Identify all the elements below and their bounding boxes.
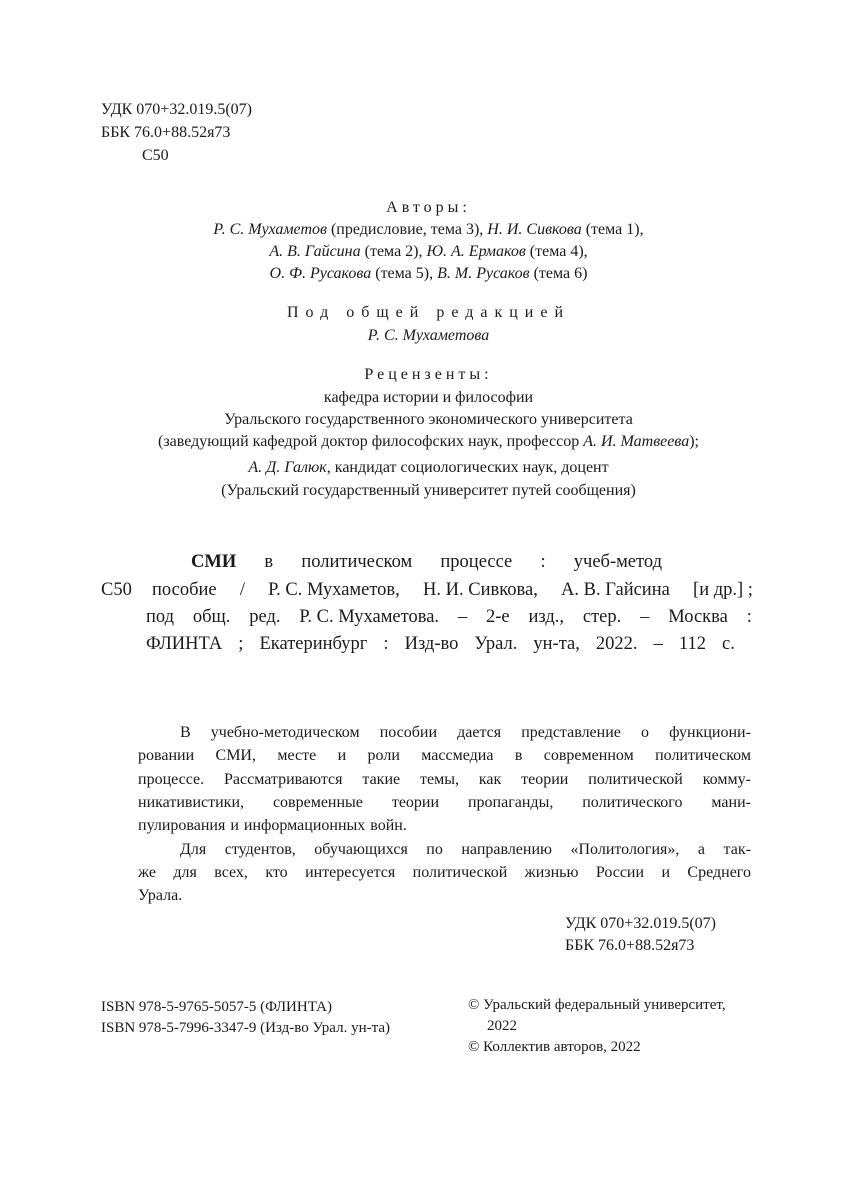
catalog-word: с.	[722, 634, 735, 654]
author-name: О. Ф. Русакова	[269, 265, 372, 282]
bottom-bbk-code: ББК 76.0+88.52я73	[565, 937, 695, 954]
catalog-word: ред.	[249, 607, 281, 627]
abstract-word: же	[138, 863, 156, 881]
catalog-word: –	[457, 607, 468, 627]
author-sign-code: С50	[142, 147, 169, 164]
abstract-word: пособии	[379, 724, 438, 741]
copyright-line-2: © Коллектив авторов, 2022	[468, 1039, 641, 1055]
abstract-word: так-	[723, 840, 751, 858]
abstract-word: современном	[543, 747, 634, 765]
catalog-word: /	[239, 580, 245, 600]
catalog-word: Урал.	[474, 634, 518, 654]
abstract-word: мани-	[711, 793, 751, 811]
catalog-word: Р. С. Мухаметов,	[268, 580, 400, 600]
abstract-word: и	[661, 863, 671, 881]
abstract-word: теории	[521, 770, 569, 788]
abstract-word: и	[230, 817, 239, 835]
catalog-word: изд.,	[528, 607, 565, 627]
abstract-word: интересуется	[305, 863, 396, 881]
author-name: Р. С. Мухаметов	[213, 221, 327, 238]
abstract-word: жизнью	[524, 863, 579, 881]
catalog-word: под	[146, 607, 175, 627]
catalog-word: политическом	[301, 552, 413, 572]
catalog-word: 112	[678, 634, 706, 654]
abstract-word: комму-	[702, 770, 751, 788]
catalog-word: Р. С. Мухаметова.	[299, 607, 440, 627]
abstract-word: и	[337, 747, 347, 765]
udk-code: УДК 070+32.019.5(07)	[101, 101, 252, 118]
reviewer-name: А. Д. Галюк	[248, 459, 327, 476]
reviewers-heading: Рецензенты:	[364, 366, 493, 383]
catalog-word: [и др.] ;	[693, 580, 753, 600]
catalog-word: :	[746, 607, 752, 627]
author-name: Ю. А. Ермаков	[426, 243, 526, 260]
catalog-word: Москва	[668, 607, 728, 627]
abstract-word: представление	[521, 724, 621, 741]
catalog-line-3	[146, 603, 752, 631]
reviewer-text: , кандидат социологических наук, доцент	[326, 459, 609, 476]
abstract-word: «Политология»,	[570, 840, 680, 858]
abstract-word: такие	[362, 770, 401, 788]
catalog-code: С50	[101, 580, 132, 600]
catalog-word: 2-е	[486, 607, 510, 627]
abstract-line	[138, 814, 751, 837]
abstract-word: России	[595, 863, 645, 881]
abstract-word: пулирования	[138, 817, 226, 835]
reviewers-line-3	[0, 430, 857, 453]
abstract-word: Для	[180, 840, 207, 858]
abstract-word: а	[697, 840, 706, 858]
isbn-line-2: ISBN 978-5-7996-3347-9 (Изд-во Урал. ун-та)	[101, 1020, 390, 1036]
abstract-word: СМИ,	[215, 747, 256, 765]
reviewers-line-2: Уральского государственного экономического университета	[224, 411, 633, 428]
abstract-word: Среднего	[687, 863, 751, 881]
author-note: (тема 5),	[371, 265, 438, 282]
abstract-word: массмедиа	[421, 747, 494, 765]
author-name: Н. И. Сивкова	[487, 221, 582, 238]
abstract-line	[138, 791, 751, 814]
abstract-word: современные	[272, 793, 363, 811]
reviewers-line-4	[0, 456, 857, 479]
editor-heading: Под общей редакцией	[286, 304, 571, 321]
catalog-word: Изд-во	[404, 634, 459, 654]
abstract-word: пропаганды,	[467, 793, 554, 811]
abstract-word: месте	[277, 747, 317, 765]
abstract-word: функциони-	[669, 724, 751, 741]
abstract-word: для	[173, 863, 197, 881]
catalog-word: А. В. Гайсина	[561, 580, 670, 600]
reviewers-line-1: кафедра истории и философии	[323, 389, 534, 406]
abstract-word: студентов,	[224, 840, 296, 858]
abstract-word: политического	[582, 793, 683, 811]
catalog-word: :	[383, 634, 389, 654]
abstract-word: направлению	[461, 840, 552, 858]
catalog-word: –	[653, 634, 663, 654]
abstract-word: теории	[391, 793, 440, 811]
authors-line-3	[0, 262, 857, 285]
catalog-title: СМИ	[191, 552, 237, 572]
catalog-word: учеб-метод	[573, 552, 662, 572]
reviewer-text: );	[689, 433, 699, 450]
abstract-word: информационных	[243, 817, 366, 835]
catalog-word: Екатеринбург	[259, 634, 368, 654]
editor-name	[0, 324, 857, 347]
abstract-word: учебно-методическом	[210, 724, 360, 741]
catalog-word: 2022.	[595, 634, 638, 654]
abstract-word: по	[426, 840, 443, 858]
catalog-word: ун-та,	[533, 634, 580, 654]
abstract-line	[138, 768, 751, 791]
abstract-word: процессе.	[138, 770, 205, 788]
reviewer-name: А. И. Матвеева	[583, 433, 690, 450]
author-note: (тема 1),	[581, 221, 644, 238]
catalog-word: ;	[238, 634, 244, 654]
authors-heading: Авторы:	[386, 199, 471, 216]
catalog-word: пособие	[152, 580, 217, 600]
isbn-line-1: ISBN 978-5-9765-5057-5 (ФЛИНТА)	[101, 999, 332, 1015]
author-note: (тема 6)	[529, 265, 588, 282]
abstract-line	[180, 721, 751, 744]
catalog-word: ФЛИНТА	[146, 634, 223, 654]
abstract-word: В	[180, 724, 191, 741]
catalog-word: стер.	[582, 607, 622, 627]
catalog-word: общ.	[192, 607, 231, 627]
abstract-word: обучающихся	[314, 840, 408, 858]
abstract-word: темы,	[419, 770, 459, 788]
catalog-word: процессе	[440, 552, 513, 572]
abstract-word: роли	[367, 747, 400, 765]
abstract-word: Рассматриваются	[224, 770, 343, 788]
abstract-word: всех,	[214, 863, 248, 881]
author-note: (тема 2),	[360, 243, 427, 260]
authors-line-2	[0, 240, 857, 263]
reviewers-line-5: (Уральский государственный университет путей сообщения)	[221, 482, 636, 499]
catalog-word: Н. И. Сивкова,	[423, 580, 538, 600]
abstract-line	[138, 861, 751, 884]
bbk-code: ББК 76.0+88.52я73	[101, 124, 231, 141]
author-name: А. В. Гайсина	[269, 243, 361, 260]
copyright-line-1: © Уральский федеральный университет,	[468, 997, 726, 1013]
catalog-line-1	[191, 548, 662, 576]
catalog-word: –	[640, 607, 650, 627]
catalog-line-2	[152, 576, 753, 604]
author-name: В. М. Русаков	[437, 265, 530, 282]
abstract-word: в	[514, 747, 523, 765]
copyright-line-1-cont: 2022	[487, 1018, 517, 1034]
reviewer-text: (заведующий кафедрой доктор философских наук, профессор	[158, 433, 584, 450]
abstract-word: никативистики,	[138, 793, 245, 811]
author-note: (предисловие, тема 3),	[326, 221, 488, 238]
abstract-word: политической	[412, 863, 508, 881]
abstract-word: ровании	[138, 747, 195, 765]
abstract-word: политической	[588, 770, 683, 788]
abstract-word: о	[640, 724, 649, 741]
abstract-word: дается	[457, 724, 502, 741]
abstract-line	[138, 884, 751, 907]
abstract-word: как	[478, 770, 502, 788]
bottom-udk-code: УДК 070+32.019.5(07)	[565, 915, 716, 932]
abstract-line	[180, 838, 751, 861]
author-note: (тема 4),	[525, 243, 588, 260]
catalog-word: в	[264, 552, 274, 572]
catalog-word: :	[540, 552, 546, 572]
abstract-word: Урала.	[138, 887, 183, 905]
abstract-word: кто	[265, 863, 288, 881]
authors-line-1	[0, 218, 857, 241]
abstract-word: политическом	[655, 747, 751, 765]
abstract-line	[138, 744, 751, 767]
catalog-line-4	[146, 630, 735, 658]
editor-name-text: Р. С. Мухаметова	[367, 327, 490, 344]
abstract-word: войн.	[370, 817, 407, 835]
